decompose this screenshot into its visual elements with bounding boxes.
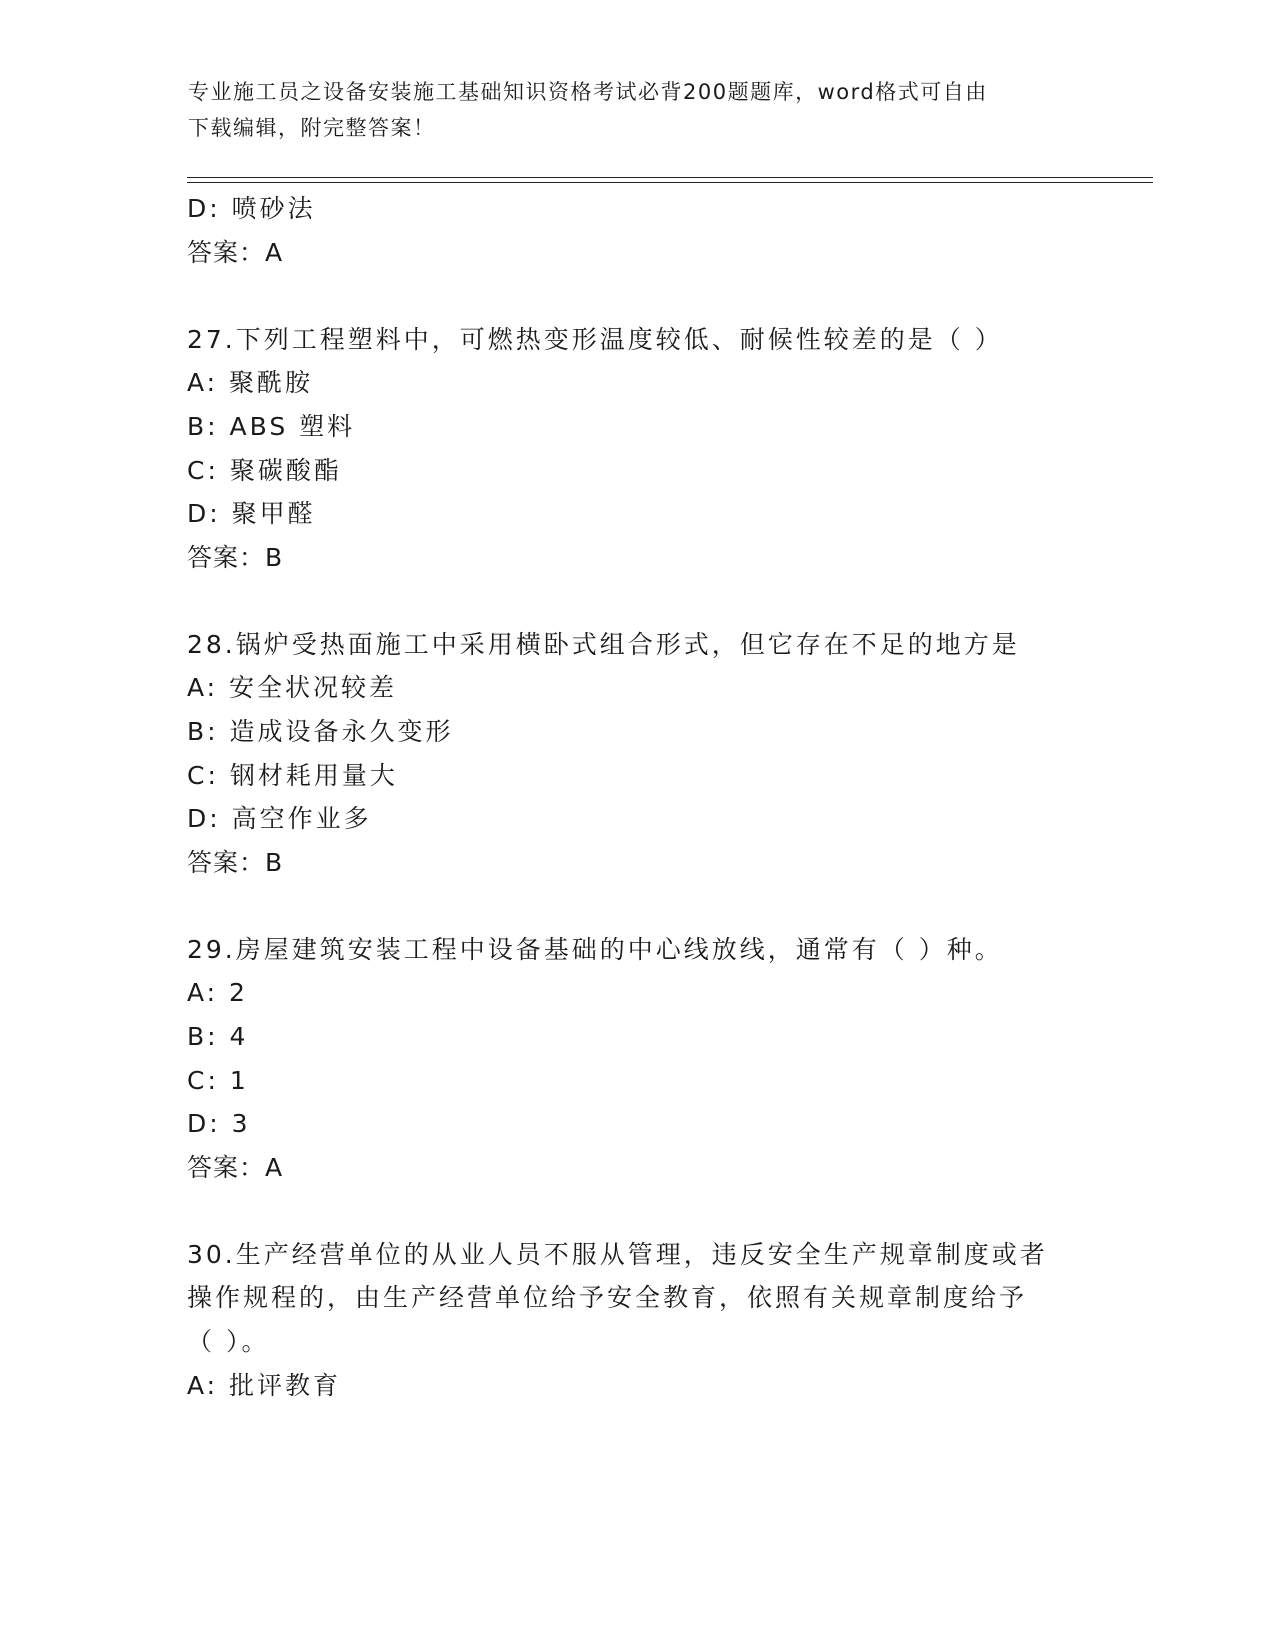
- option-a: A: 2: [187, 978, 248, 1007]
- question-stem-line-1: 30.生产经营单位的从业人员不服从管理，违反安全生产规章制度或者: [187, 1240, 1048, 1269]
- answer: 答案：A: [187, 1153, 284, 1182]
- header-title-line-2: 下载编辑，附完整答案！: [188, 116, 436, 140]
- question-stem: 27.下列工程塑料中，可燃热变形温度较低、耐候性较差的是（ ）: [187, 325, 1003, 354]
- option-a: A: 安全状况较差: [187, 673, 398, 702]
- option-b: B: 4: [187, 1022, 249, 1051]
- answer: 答案：A: [187, 238, 284, 267]
- header-divider-top: [187, 177, 1153, 178]
- option-d: D: 聚甲醛: [187, 499, 316, 528]
- question-stem-line-3: （ ）。: [187, 1327, 270, 1356]
- option-c: C: 钢材耗用量大: [187, 761, 398, 790]
- option-b: B: ABS 塑料: [187, 412, 356, 441]
- option-a: A: 批评教育: [187, 1371, 342, 1400]
- answer: 答案：B: [187, 543, 284, 572]
- option-d: D: 喷砂法: [187, 194, 316, 223]
- header-divider-bottom: [187, 182, 1153, 183]
- option-d: D: 3: [187, 1109, 251, 1138]
- document-header: [188, 74, 1068, 146]
- header-title-line-1: 专业施工员之设备安装施工基础知识资格考试必背200题题库，word格式可自由: [188, 80, 988, 104]
- option-b: B: 造成设备永久变形: [187, 717, 454, 746]
- option-c: C: 1: [187, 1066, 249, 1095]
- option-d: D: 高空作业多: [187, 804, 372, 833]
- question-stem: 28.锅炉受热面施工中采用横卧式组合形式，但它存在不足的地方是: [187, 630, 1020, 659]
- question-stem: 29.房屋建筑安装工程中设备基础的中心线放线，通常有（ ）种。: [187, 935, 1003, 964]
- question-stem-line-2: 操作规程的，由生产经营单位给予安全教育，依照有关规章制度给予: [187, 1283, 1028, 1312]
- answer: 答案：B: [187, 848, 284, 877]
- option-a: A: 聚酰胺: [187, 368, 314, 397]
- option-c: C: 聚碳酸酯: [187, 456, 342, 485]
